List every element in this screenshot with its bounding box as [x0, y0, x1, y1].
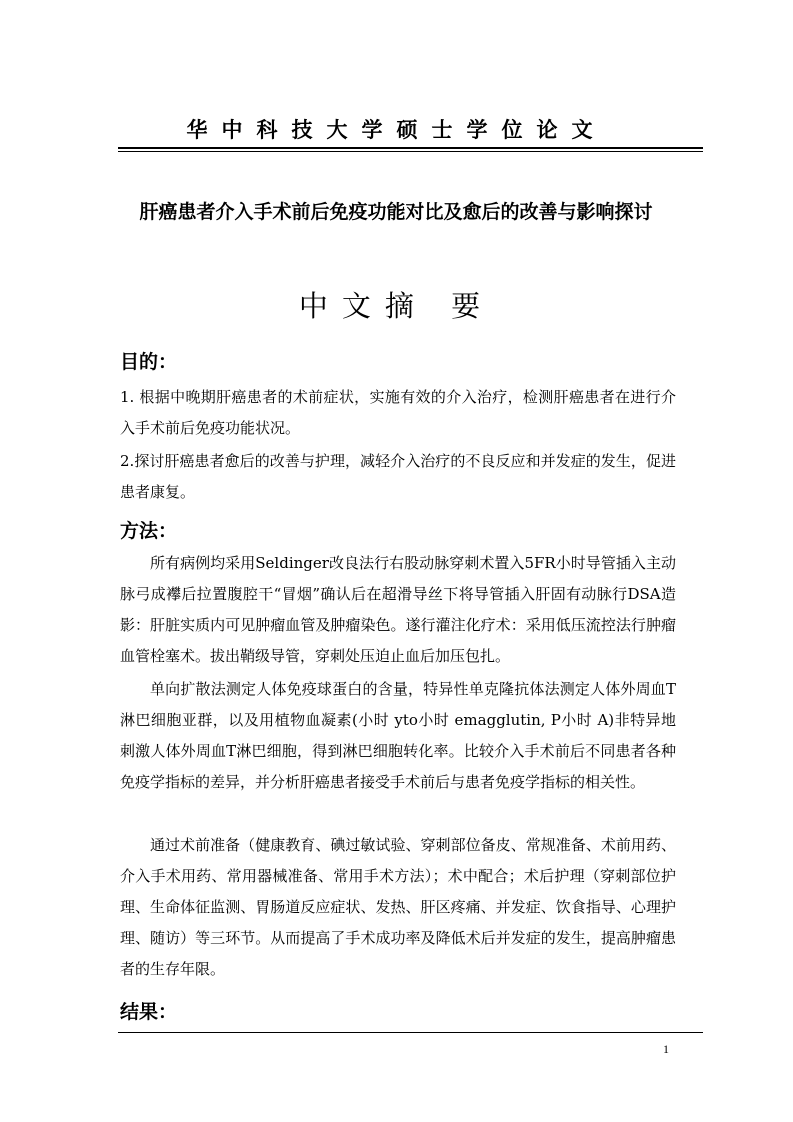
- header-rule-thin: [118, 151, 703, 152]
- method-paragraph-2: 单向扩散法测定人体免疫球蛋白的含量，特异性单克隆抗体法测定人体外周血T淋巴细胞亚群，以及用植物血凝素(小时 yto小时 emagglutin, P小时 A)非特异地刺激人体外周血T淋巴细胞，得到淋巴细胞转化率。比较介入手术前后不同患者各种免疫学指标的差异，并分析肝癌患者接受手术前后与患者免疫学指标的相关性。: [120, 680, 676, 791]
- section-heading-results: 结果：: [120, 1001, 178, 1023]
- thesis-header-label: 华中科技大学硕士学位论文: [186, 117, 607, 142]
- page-number: 1: [663, 1042, 669, 1056]
- abstract-heading: 中文摘 要: [298, 289, 495, 323]
- footer-rule: [118, 1032, 703, 1033]
- header-rule-thick: [118, 147, 703, 149]
- method-paragraph-1: 所有病例均采用Seldinger改良法行右股动脉穿刺术置入5FR小时导管插入主动脉弓成襻后拉置腹腔干“冒烟”确认后在超滑导丝下将导管插入肝固有动脉行DSA造影：肝脏实质内可见肿瘤血管及肿瘤染色。遂行灌注化疗术：采用低压流控法行肿瘤血管栓塞术。拔出鞘级导管，穿刺处压迫止血后加压包扎。: [120, 554, 676, 665]
- method-paragraph-3: 通过术前准备（健康教育、碘过敏试验、穿刺部位备皮、常规准备、术前用药、介入手术用药、常用器械准备、常用手术方法）；术中配合；术后护理（穿刺部位护理、生命体征监测、胃肠道反应症状、发热、肝区疼痛、并发症、饮食指导、心理护理、随访）等三环节。从而提高了手术成功率及降低术后并发症的发生，提高肿瘤患者的生存年限。: [120, 836, 676, 978]
- section-heading-purpose: 目的：: [120, 351, 178, 373]
- purpose-item-1: 1. 根据中晚期肝癌患者的术前症状，实施有效的介入治疗，检测肝癌患者在进行介入手术前后免疫功能状况。: [120, 388, 676, 437]
- section-heading-method: 方法：: [120, 520, 178, 542]
- thesis-title: 肝癌患者介入手术前后免疫功能对比及愈后的改善与影响探讨: [139, 201, 653, 223]
- purpose-item-2: 2.探讨肝癌患者愈后的改善与护理，减轻介入治疗的不良反应和并发症的发生，促进患者康复。: [120, 452, 676, 501]
